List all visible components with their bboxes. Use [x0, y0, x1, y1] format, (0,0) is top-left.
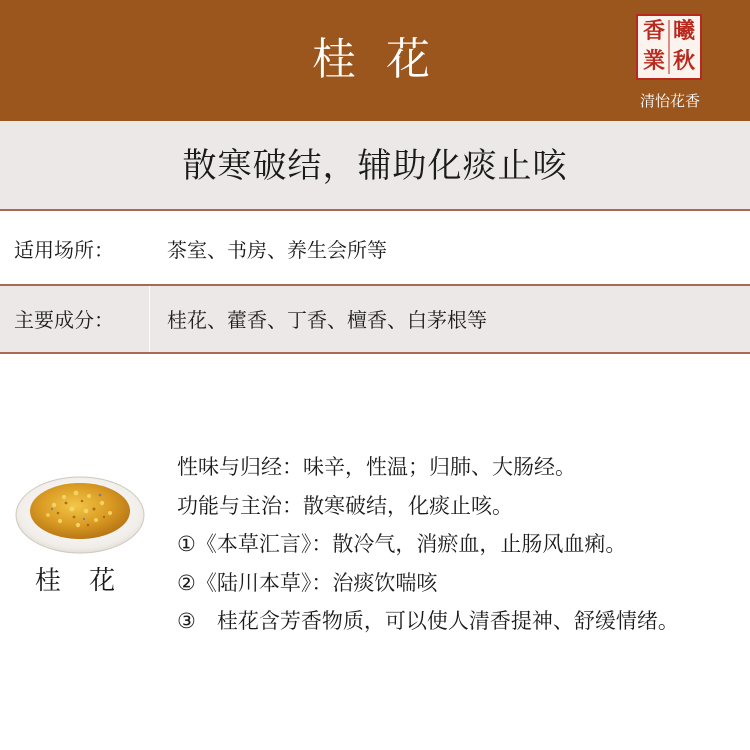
description-line: ③ 桂花含芳香物质，可以使人清香提神、舒缓情绪。: [177, 609, 679, 633]
seal-char: 秋: [672, 48, 695, 74]
venue-value: 茶室、书房、养生会所等: [167, 238, 387, 262]
description-line: 性味与归经：味辛，性温；归肺、大肠经。: [177, 455, 576, 479]
osmanthus-plate-image: [14, 465, 146, 557]
venue-row: [0, 211, 750, 286]
herb-description: [177, 448, 749, 641]
brand-seal: [636, 14, 702, 80]
description-line: 功能与主治：散寒破结，化痰止咳。: [177, 493, 513, 518]
seal-char: 曦: [672, 18, 695, 44]
page-title: 桂 花: [312, 34, 438, 85]
seal-char: 業: [642, 48, 665, 74]
tagline-text: 散寒破结，辅助化痰止咳: [182, 146, 568, 186]
herb-name: 桂 花: [34, 566, 126, 596]
tagline-band: [0, 121, 750, 211]
ingredients-value: 桂花、藿香、丁香、檀香、白茅根等: [167, 308, 487, 332]
seal-char: 香: [642, 18, 665, 44]
description-line: ②《陆川本草》：治痰饮喘咳: [177, 570, 438, 595]
venue-label: 适用场所：: [14, 238, 114, 262]
ingredients-row: [0, 286, 750, 354]
brand-motto: 清怡花香: [639, 92, 700, 110]
description-line: ①《本草汇言》：散冷气，消瘀血，止肠风血痢。: [177, 532, 627, 556]
row-divider: [149, 286, 150, 352]
header-banner: [0, 0, 750, 121]
ingredients-label: 主要成分：: [14, 308, 114, 332]
